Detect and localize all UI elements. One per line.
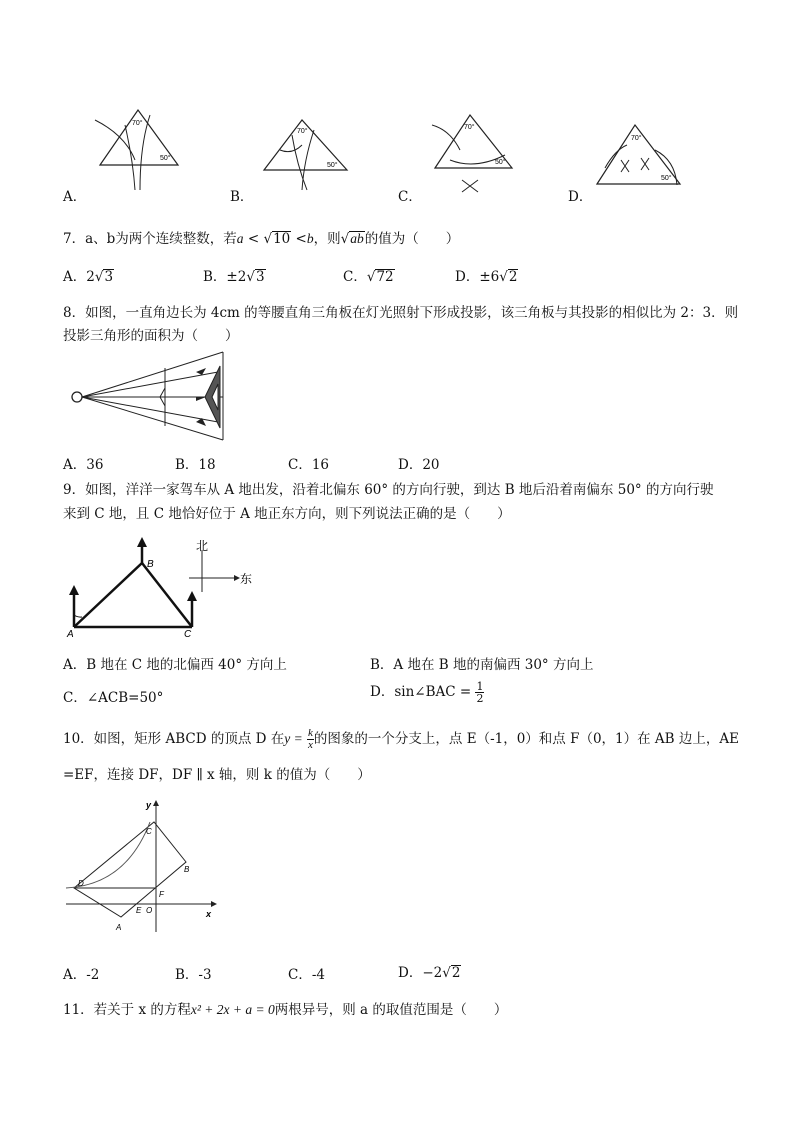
svg-text:E: E	[136, 906, 142, 915]
q9-option-a[interactable]: A．B 地在 C 地的北偏西 40° 方向上	[63, 657, 287, 673]
q10-option-a[interactable]: A．-2	[63, 967, 100, 983]
q8-stem-line1: 8．如图，一直角边长为 4cm 的等腰直角三角板在灯光照射下形成投影，该三角板与其投影的相似比为 2：3．则	[63, 305, 739, 321]
q7-option-d[interactable]: D．±6√2	[455, 269, 518, 285]
svg-text:70°: 70°	[132, 120, 143, 127]
q10-figure	[66, 800, 226, 940]
q6-figure-b	[262, 115, 362, 195]
q6-figure-a	[95, 105, 195, 195]
q9-option-b[interactable]: B．A 地在 B 地的南偏西 30° 方向上	[370, 657, 594, 673]
svg-text:B: B	[147, 559, 154, 570]
q6-option-a[interactable]: A．	[63, 189, 87, 205]
q10-stem-line1: 10．如图，矩形 ABCD 的顶点 D 在y = $\frac{k}{x}$ 的图象的一个分支上，点 E（-1，0）和点 F（0，1）在 AB 边上，AE	[63, 727, 739, 751]
svg-text:70°: 70°	[464, 124, 475, 131]
svg-text:A: A	[67, 629, 74, 640]
svg-text:50°: 50°	[661, 175, 672, 182]
q9-stem-line2: 来到 C 地，且 C 地恰好位于 A 地正东方向，则下列说法正确的是（ ）	[63, 506, 511, 522]
q6-figure-c	[430, 110, 530, 195]
q7-option-c[interactable]: C．√72	[343, 269, 394, 285]
q7-option-b[interactable]: B．±2√3	[203, 269, 265, 285]
q10-stem-line2: =EF，连接 DF，DF ∥ x 轴，则 k 的值为（ ）	[63, 767, 371, 783]
q7-option-a[interactable]: A．2√3	[63, 269, 114, 285]
svg-text:东: 东	[240, 572, 253, 586]
q9-option-d[interactable]: D．sin∠BAC = $\frac{1}{2}$	[370, 680, 484, 705]
q8-stem-line2: 投影三角形的面积为（ ）	[63, 328, 239, 344]
q9-compass	[184, 540, 254, 600]
q10-option-c[interactable]: C．-4	[288, 967, 325, 983]
svg-text:x: x	[206, 909, 212, 919]
svg-text:50°: 50°	[495, 159, 506, 166]
svg-text:O: O	[146, 906, 153, 915]
q8-option-d[interactable]: D．20	[398, 457, 440, 473]
q8-option-b[interactable]: B．18	[175, 457, 216, 473]
q7-stem: 7．a、b为两个连续整数，若a < √10 <b，则√ab的值为（ ）	[63, 231, 460, 247]
q9-option-c[interactable]: C．∠ACB=50°	[63, 690, 164, 706]
svg-text:A: A	[116, 923, 122, 932]
svg-text:y: y	[146, 800, 152, 810]
q8-option-a[interactable]: A．36	[63, 457, 104, 473]
q10-option-d[interactable]: D．−2√2	[398, 965, 461, 981]
q8-figure	[68, 352, 228, 442]
svg-text:F: F	[159, 890, 164, 899]
q6-option-b[interactable]: B．	[230, 189, 254, 205]
q6-option-d[interactable]: D．	[568, 189, 593, 205]
q6-figure-d	[595, 120, 695, 195]
svg-text:50°: 50°	[327, 162, 338, 169]
svg-text:70°: 70°	[631, 135, 642, 142]
q11-stem: 11．若关于 x 的方程x² + 2x + a = 0两根异号，则 a 的取值范围是（ ）	[63, 1002, 508, 1018]
svg-text:B: B	[184, 865, 190, 874]
svg-text:D: D	[78, 879, 84, 888]
svg-text:C: C	[146, 827, 152, 836]
q6-option-c[interactable]: C．	[398, 189, 422, 205]
svg-text:50°: 50°	[160, 155, 171, 162]
q8-option-c[interactable]: C．16	[288, 457, 330, 473]
q10-option-b[interactable]: B．-3	[175, 967, 212, 983]
svg-text:C: C	[184, 629, 192, 640]
svg-text:北: 北	[196, 539, 209, 553]
q9-stem-line1: 9．如图，洋洋一家驾车从 A 地出发，沿着北偏东 60° 的方向行驶，到达 B 地后沿着南偏东 50° 的方向行驶	[63, 482, 714, 498]
svg-text:70°: 70°	[297, 128, 308, 135]
